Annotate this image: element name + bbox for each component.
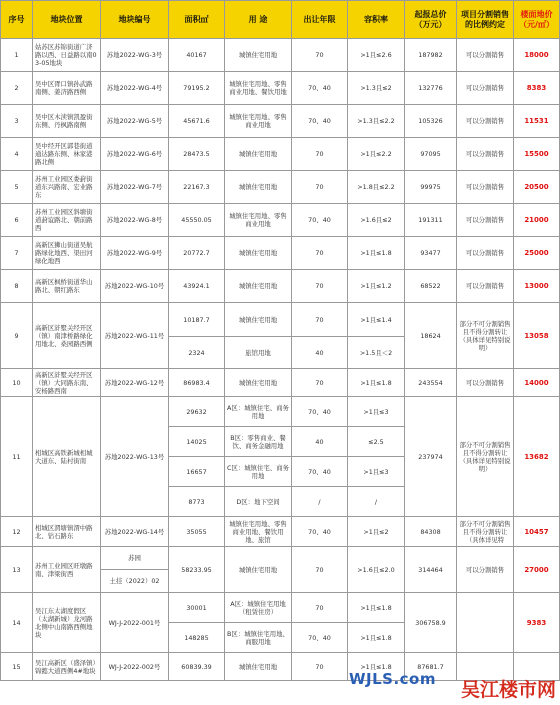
cell-term: 70、40 [292, 517, 348, 547]
cell-start-price: 306758.9 [405, 593, 457, 653]
cell-no: 1 [1, 39, 33, 72]
cell-no: 9 [1, 303, 33, 369]
cell-sale-ratio: 可以分割销售 [457, 237, 514, 270]
cell-code: 苏地2022-WG-9号 [101, 237, 169, 270]
cell-sale-ratio: 可以分割销售 [457, 138, 514, 171]
cell-far: >1且≤1.8 [348, 593, 405, 623]
cell-far: >1且≤2 [348, 517, 405, 547]
cell-location: 苏州工业园区斜塘街道葑谊路北、朝前路西 [33, 204, 101, 237]
cell-no: 12 [1, 517, 33, 547]
cell-no: 11 [1, 397, 33, 517]
header-code: 地块编号 [101, 1, 169, 39]
watermark-en: WJLS.com [348, 670, 436, 688]
cell-area: 28473.5 [169, 138, 225, 171]
cell-code: 苏地2022-WG-3号 [101, 39, 169, 72]
cell-far: >1且≤1.8 [348, 237, 405, 270]
cell-far: >1.3且≤2 [348, 72, 405, 105]
table-row [1, 397, 560, 427]
cell-no: 7 [1, 237, 33, 270]
header-floor-price: 楼面地价（元/㎡） [514, 1, 560, 39]
cell-location: 吴中经开区郭巷街道通达路东侧、林家港路北侧 [33, 138, 101, 171]
cell-use: B区：城镇住宅用地、商服用地 [225, 623, 292, 653]
cell-use: 城镇住宅用地 [225, 171, 292, 204]
cell-sale-ratio [457, 593, 514, 653]
cell-code: 苏地2022-WG-10号 [101, 270, 169, 303]
cell-sale-ratio: 可以分割销售 [457, 171, 514, 204]
cell-area: 86983.4 [169, 369, 225, 397]
cell-area: 16657 [169, 457, 225, 487]
cell-code: WJ-J-2022-002号 [101, 653, 169, 681]
cell-term: 70、40 [292, 105, 348, 138]
cell-use: 城镇住宅用地 [225, 369, 292, 397]
cell-no: 13 [1, 547, 33, 593]
cell-use: C区：城镇住宅、商务用地 [225, 457, 292, 487]
cell-term: 70 [292, 171, 348, 204]
cell-code: 苏地2022-WG-6号 [101, 138, 169, 171]
cell-far: / [348, 487, 405, 517]
cell-area: 40167 [169, 39, 225, 72]
cell-use: 城镇住宅用地、零售商业用地 [225, 105, 292, 138]
table-row [1, 369, 560, 397]
cell-floor-price: 10457 [514, 517, 560, 547]
cell-no: 14 [1, 593, 33, 653]
cell-use: 城镇住宅用地 [225, 303, 292, 337]
cell-term: 70、40 [292, 457, 348, 487]
cell-far: >1且≤3 [348, 457, 405, 487]
cell-no: 15 [1, 653, 33, 681]
cell-floor-price: 13682 [514, 397, 560, 517]
cell-term: 70 [292, 39, 348, 72]
cell-no: 5 [1, 171, 33, 204]
cell-location: 相城区渭塘镇渭中路北、钻石路东 [33, 517, 101, 547]
cell-term: 70 [292, 593, 348, 623]
cell-no: 8 [1, 270, 33, 303]
cell-start-price: 68522 [405, 270, 457, 303]
cell-no: 2 [1, 72, 33, 105]
cell-use: 城镇住宅用地 [225, 270, 292, 303]
cell-term: 40 [292, 337, 348, 369]
cell-area: 22167.3 [169, 171, 225, 204]
cell-start-price: 87681.7 [405, 653, 457, 681]
header-use: 用 途 [225, 1, 292, 39]
cell-term: 70 [292, 303, 348, 337]
cell-sale-ratio: 可以分割销售 [457, 369, 514, 397]
cell-area: 35055 [169, 517, 225, 547]
table-row [1, 517, 560, 547]
cell-area: 43924.1 [169, 270, 225, 303]
cell-far: >1且≤2.2 [348, 138, 405, 171]
cell-term: 70、40 [292, 204, 348, 237]
cell-sale-ratio: 部分不可分割销售且不得分割转让（具体详见特别说明） [457, 397, 514, 517]
cell-floor-price: 11531 [514, 105, 560, 138]
cell-code: 苏地2022-WG-5号 [101, 105, 169, 138]
cell-use: 城镇住宅用地、零售商业用地 [225, 204, 292, 237]
cell-area: 79195.2 [169, 72, 225, 105]
cell-term: 70 [292, 653, 348, 681]
table-row [1, 593, 560, 623]
cell-use: 城镇住宅用地 [225, 138, 292, 171]
cell-start-price: 18624 [405, 303, 457, 369]
cell-sale-ratio: 部分不可分割销售且不得分割转让（具体详见特别说明） [457, 303, 514, 369]
cell-sale-ratio: 可以分割销售 [457, 105, 514, 138]
cell-no: 10 [1, 369, 33, 397]
cell-area: 30001 [169, 593, 225, 623]
header-term: 出让年限 [292, 1, 348, 39]
cell-far: >1且≤1.2 [348, 270, 405, 303]
cell-far: >1且≤2.6 [348, 39, 405, 72]
cell-term: 40 [292, 427, 348, 457]
cell-location: 吴中区木渎镇凯盈街东侧、丹枫路南侧 [33, 105, 101, 138]
header-far: 容积率 [348, 1, 405, 39]
cell-use: 城镇住宅用地、零售商业用地、餐饮用地、旅馆 [225, 517, 292, 547]
cell-code: 苏地2022-WG-11号 [101, 303, 169, 369]
cell-location: 苏州工业园区旺墩路南、津梁街西 [33, 547, 101, 593]
cell-area: 148285 [169, 623, 225, 653]
cell-code: 苏地2022-WG-8号 [101, 204, 169, 237]
cell-start-price: 191311 [405, 204, 457, 237]
cell-term: 70 [292, 138, 348, 171]
cell-far: >1且≤1.4 [348, 303, 405, 337]
watermark-cn: 吴江楼市网 [460, 679, 556, 701]
cell-location: 高新区枫桥街道华山路北、朝红路东 [33, 270, 101, 303]
table-row [1, 547, 560, 570]
cell-term: 70、40 [292, 72, 348, 105]
cell-far: >1且≤1.8 [348, 623, 405, 653]
cell-floor-price: 9383 [514, 593, 560, 653]
cell-location: 高新区浒墅关经开区（镇）大同路东南、安杨路西南 [33, 369, 101, 397]
cell-code: 苏地2022-WG-7号 [101, 171, 169, 204]
cell-sale-ratio: 部分不可分割销售且不得分割转让（具体详见特 [457, 517, 514, 547]
cell-use: 城镇住宅用地 [225, 237, 292, 270]
cell-use: 城镇住宅用地 [225, 547, 292, 593]
cell-start-price: 237974 [405, 397, 457, 517]
cell-term: 70 [292, 369, 348, 397]
watermark-logo [348, 670, 556, 702]
cell-area: 29632 [169, 397, 225, 427]
cell-area: 8773 [169, 487, 225, 517]
cell-term: 70 [292, 270, 348, 303]
cell-floor-price: 20500 [514, 171, 560, 204]
table-row [1, 39, 560, 72]
cell-location: 姑苏区苏锦街道广济路以西、日益路以南03-05地块 [33, 39, 101, 72]
cell-area: 58233.95 [169, 547, 225, 593]
cell-no: 6 [1, 204, 33, 237]
cell-start-price: 84308 [405, 517, 457, 547]
table-row [1, 270, 560, 303]
cell-location: 高新区浒墅关经开区（镇）南津桥路绿化用地北、桑园路西侧 [33, 303, 101, 369]
cell-code: 土挂（2022）02 [101, 570, 169, 593]
cell-term: 70 [292, 547, 348, 593]
cell-sale-ratio: 可以分割销售 [457, 72, 514, 105]
header-start-price: 起报总价（万元） [405, 1, 457, 39]
cell-floor-price: 18000 [514, 39, 560, 72]
table-row [1, 303, 560, 337]
cell-far: >1且≤3 [348, 397, 405, 427]
table-row [1, 72, 560, 105]
cell-start-price: 132776 [405, 72, 457, 105]
cell-floor-price: 13058 [514, 303, 560, 369]
cell-use: 城镇住宅用地 [225, 39, 292, 72]
cell-use: A区：城镇住宅用地（租赁住房） [225, 593, 292, 623]
cell-area: 20772.7 [169, 237, 225, 270]
cell-no: 3 [1, 105, 33, 138]
cell-code: WJ-J-2022-001号 [101, 593, 169, 653]
table-row [1, 105, 560, 138]
cell-floor-price: 27000 [514, 547, 560, 593]
cell-code: 苏地2022-WG-12号 [101, 369, 169, 397]
cell-location: 吴江高新区（盛泽镇）锦懿大道西侧4#地块 [33, 653, 101, 681]
cell-far: ≤2.5 [348, 427, 405, 457]
cell-location: 吴江东太湖度假区（太湖新城）龙河路北侧中山南路西侧地块 [33, 593, 101, 653]
cell-sale-ratio: 可以分割销售 [457, 547, 514, 593]
cell-floor-price: 13000 [514, 270, 560, 303]
cell-start-price: 105326 [405, 105, 457, 138]
cell-term: 70、40 [292, 397, 348, 427]
table-row [1, 138, 560, 171]
cell-use: B区：零售商业、餐饮、商务金融用地 [225, 427, 292, 457]
cell-sale-ratio: 可以分割销售 [457, 204, 514, 237]
table-row [1, 171, 560, 204]
cell-use: 城镇住宅用地 [225, 653, 292, 681]
cell-far: >1.3且≤2.2 [348, 105, 405, 138]
cell-term: / [292, 487, 348, 517]
cell-area: 60839.39 [169, 653, 225, 681]
cell-far: >1且≤1.8 [348, 369, 405, 397]
header-row [1, 1, 560, 39]
cell-use: D区：地下空间 [225, 487, 292, 517]
cell-start-price: 243554 [405, 369, 457, 397]
header-no: 序号 [1, 1, 33, 39]
cell-no: 4 [1, 138, 33, 171]
header-location: 地块位置 [33, 1, 101, 39]
cell-start-price: 93477 [405, 237, 457, 270]
cell-far: >1.6且≤2.0 [348, 547, 405, 593]
cell-floor-price: 8383 [514, 72, 560, 105]
cell-location: 相城区高铁新城相城大道东、陆村街南 [33, 397, 101, 517]
cell-code: 苏地2022-WG-14号 [101, 517, 169, 547]
cell-start-price: 314464 [405, 547, 457, 593]
cell-far: >1.6且≤2 [348, 204, 405, 237]
cell-start-price: 97095 [405, 138, 457, 171]
cell-area: 45550.05 [169, 204, 225, 237]
cell-location: 吴中区胥口镇孙武路南侧、姜济路西侧 [33, 72, 101, 105]
header-area: 面积㎡ [169, 1, 225, 39]
cell-floor-price: 15500 [514, 138, 560, 171]
table-row [1, 204, 560, 237]
cell-start-price: 187982 [405, 39, 457, 72]
header-sale-ratio: 项目分割销售的比例约定 [457, 1, 514, 39]
table-row [1, 237, 560, 270]
cell-far: >1.8且≤2.2 [348, 171, 405, 204]
cell-sale-ratio: 可以分割销售 [457, 270, 514, 303]
cell-sale-ratio: 可以分割销售 [457, 39, 514, 72]
cell-far: >1.5且＜2 [348, 337, 405, 369]
cell-area: 2324 [169, 337, 225, 369]
cell-code: 苏地2022-WG-13号 [101, 397, 169, 517]
cell-term: 70、40 [292, 623, 348, 653]
cell-code: 苏地2022-WG-4号 [101, 72, 169, 105]
cell-use: 旅馆用地 [225, 337, 292, 369]
cell-floor-price: 21000 [514, 204, 560, 237]
cell-area: 45671.6 [169, 105, 225, 138]
cell-start-price: 99975 [405, 171, 457, 204]
cell-term: 70 [292, 237, 348, 270]
cell-location: 苏州工业园区娄葑街道东兴路南、宏业路东 [33, 171, 101, 204]
cell-area: 10187.7 [169, 303, 225, 337]
cell-location: 高新区狮山街道吴航路绿化地西、渠田河绿化地西 [33, 237, 101, 270]
cell-floor-price: 14000 [514, 369, 560, 397]
cell-floor-price: 25000 [514, 237, 560, 270]
cell-area: 14025 [169, 427, 225, 457]
cell-use: A区：城镇住宅、商务用地 [225, 397, 292, 427]
cell-far: >1且≤1.8 [348, 653, 405, 681]
cell-use: 城镇住宅用地、零售商业用地、餐饮用地 [225, 72, 292, 105]
cell-code: 苏园 [101, 547, 169, 570]
